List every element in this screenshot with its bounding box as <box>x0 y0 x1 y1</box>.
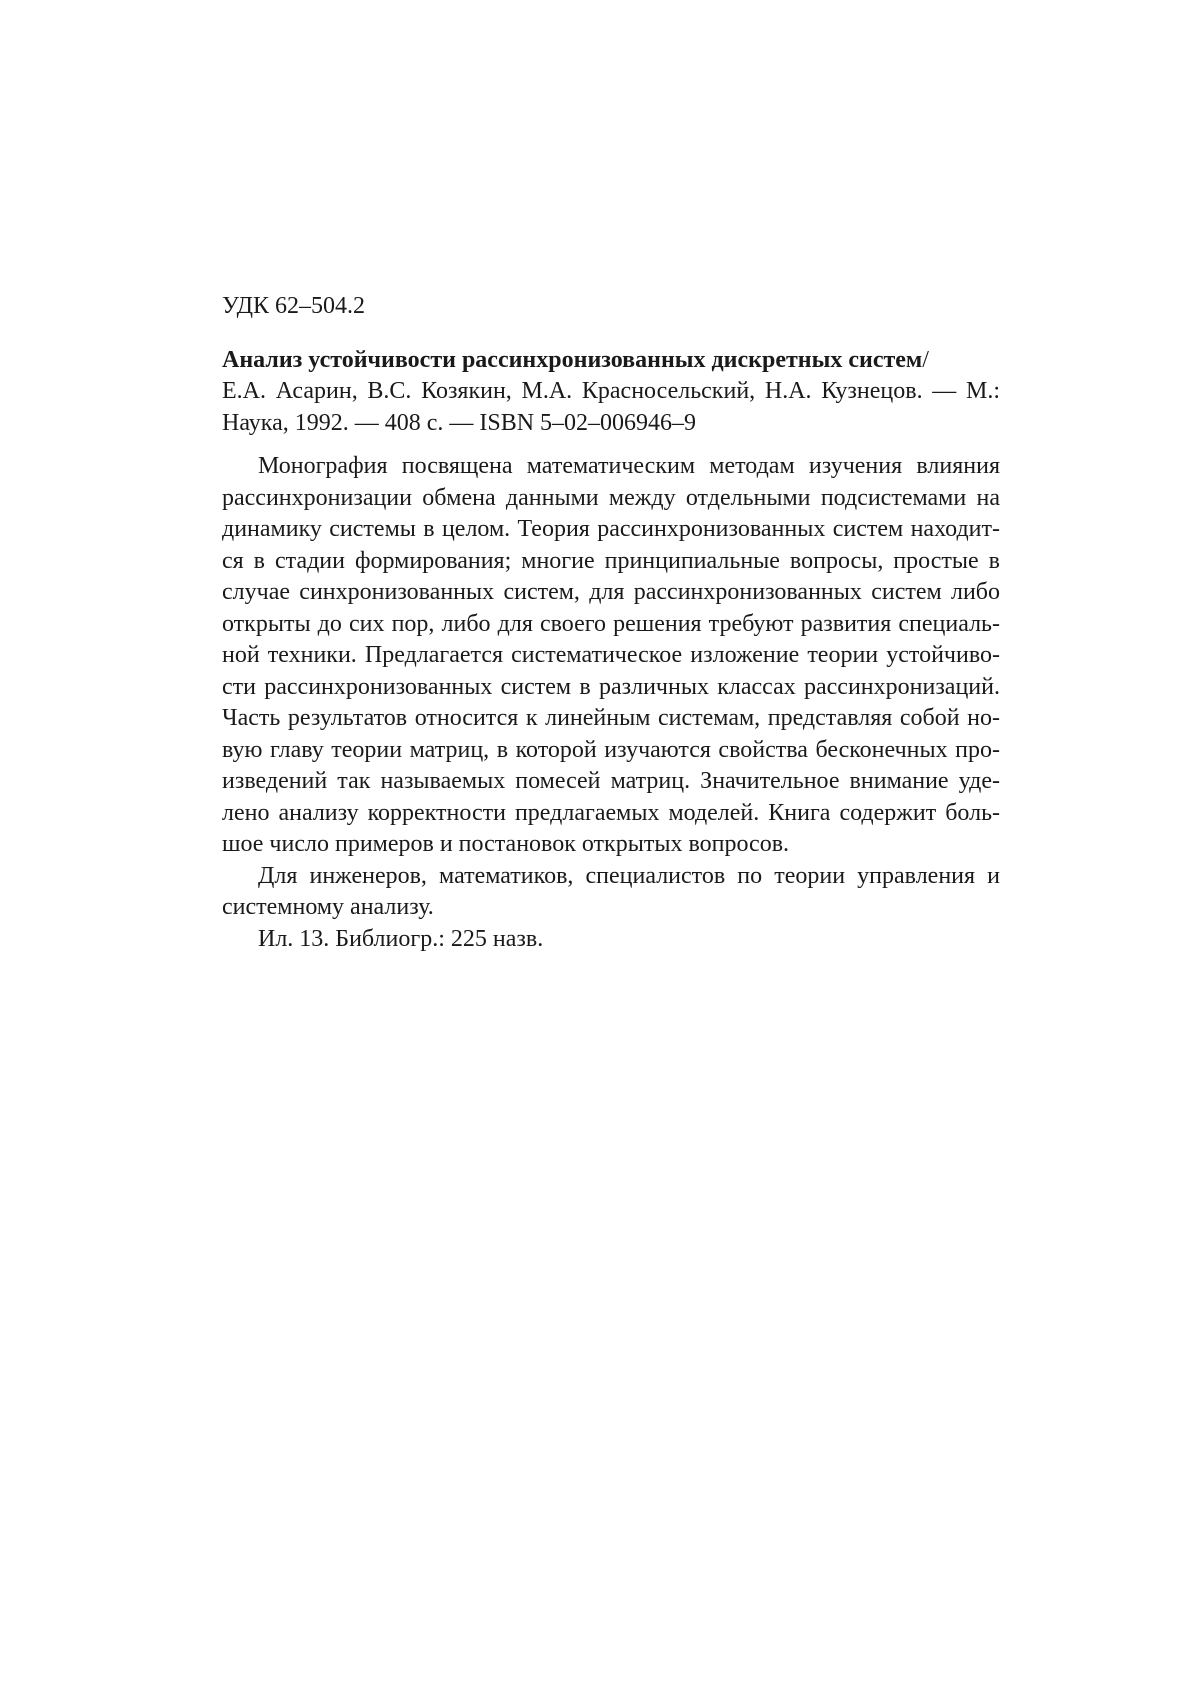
abstract-paragraph-3 <box>222 924 1000 956</box>
imprint-block <box>222 291 1000 955</box>
abstract-line: вую главу теории матриц, в которой изучаются свойства бесконечных про- <box>222 736 1000 763</box>
abstract-line: Часть результатов относится к линейным системам, представляя собой но- <box>222 705 1000 731</box>
audience-line: Для инженеров, математиков, специалистов по теории управления и <box>258 862 1000 889</box>
abstract-line: сти рассинхронизованных систем в различных классах рассинхронизаций. <box>222 673 1000 700</box>
abstract-line: случае синхронизованных систем, для рассинхронизованных систем либо <box>222 579 1000 605</box>
illustrations-bibliography-note: Ил. 13. Библиогр.: 225 назв. <box>258 925 544 952</box>
abstract-line: Монография посвящена математическим методам изучения влияния <box>258 453 1000 479</box>
abstract-line: шое число примеров и постановок открытых вопросов. <box>222 831 790 857</box>
title-slash: / <box>922 346 929 373</box>
bib-title-line <box>222 345 1000 377</box>
abstract-line: лено анализу корректности предлагаемых моделей. Книга содержит боль- <box>222 799 1000 826</box>
abstract-paragraph-2 <box>222 861 1000 924</box>
abstract-line: рассинхронизации обмена данными между отдельными подсистемами на <box>222 484 1000 511</box>
abstract-line: открыты до сих пор, либо для своего решения требуют развития специаль- <box>222 610 1000 637</box>
bibliographic-record <box>222 345 1000 440</box>
abstract <box>222 451 1000 955</box>
book-title: Анализ устойчивости рассинхронизованных дискретных систем <box>222 346 923 373</box>
bib-authors-line: Е.А. Асарин, В.С. Козякин, М.А. Красносельский, Н.А. Кузнецов. — М.: <box>222 378 1000 404</box>
abstract-line: изведений так называемых помесей матриц. Значительное внимание уде- <box>222 768 1000 794</box>
audience-line: системному анализу. <box>222 894 434 920</box>
bib-publisher-line: Наука, 1992. — 408 с. — ISBN 5–02–006946–9 <box>222 409 697 436</box>
abstract-line: динамику системы в целом. Теория рассинхронизованных систем находит- <box>222 516 1000 542</box>
abstract-paragraph-1 <box>222 451 1000 861</box>
abstract-line: ной техники. Предлагается систематическое изложение теории устойчиво- <box>222 642 1000 668</box>
udc-code: УДК 62–504.2 <box>222 293 365 319</box>
abstract-line: ся в стадии формирования; многие принципиальные вопросы, простые в <box>222 547 1000 574</box>
